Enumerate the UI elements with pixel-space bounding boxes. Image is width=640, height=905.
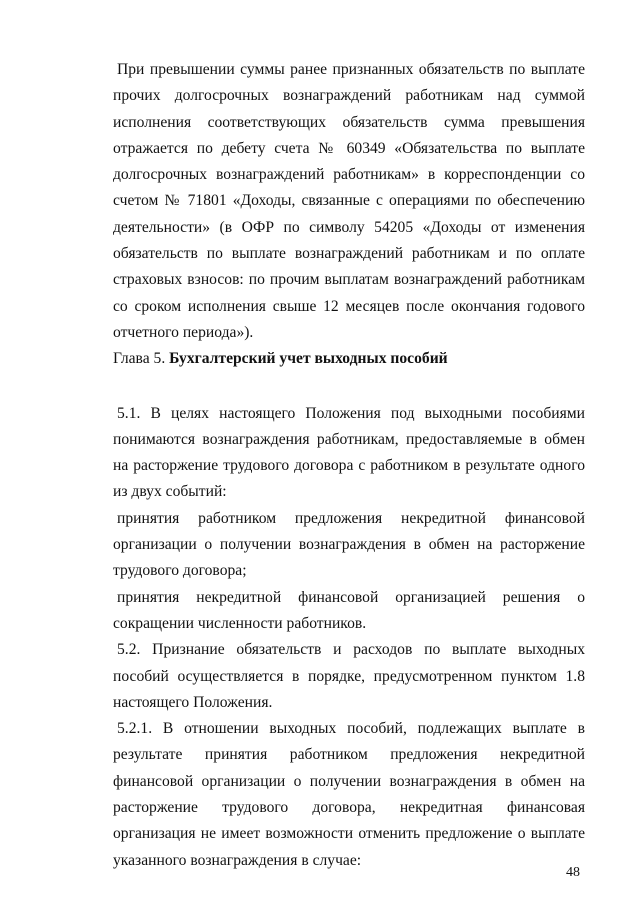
paragraph-event-2: принятия некредитной финансовой организацией решения о сокращении численности работников.	[113, 588, 585, 632]
paragraph-excess-obligations: При превышении суммы ранее признанных обязательств по выплате прочих долгосрочных вознаграждений работникам над суммой исполнения соответствующих обязательств сумма превышения отражается по дебету счета № 60349 «Обязательства по выплате долгосрочных вознаграждений работникам» в корреспонденции со счетом № 71801 «Доходы, связанные с операциями по обеспечению деятельности» (в ОФР по символу 54205 «Доходы от изменения обязательств по выплате вознаграждений работникам и по оплате страховых взносов: по прочим выплатам вознаграждений работникам со сроком исполнения свыше 12 месяцев после окончания годового отчетного периода»).	[113, 61, 585, 341]
chapter-title: Бухгалтерский учет выходных пособий	[169, 350, 448, 368]
page-number: 48	[566, 865, 580, 880]
document-page	[113, 57, 585, 874]
paragraph-5-1: 5.1. В целях настоящего Положения под выходными пособиями понимаются вознаграждения работникам, предоставляемые в обмен на расторжение трудового договора с работником в результате одного из двух событий:	[113, 404, 585, 501]
chapter-heading	[113, 346, 585, 372]
paragraph-5-2: 5.2. Признание обязательств и расходов по выплате выходных пособий осуществляется в порядке, предусмотренном пунктом 1.8 настоящего Положения.	[113, 641, 585, 711]
chapter-number: Глава 5.	[113, 350, 170, 368]
paragraph-event-1: принятия работником предложения некредитной финансовой организации о получении вознаграждения в обмен на расторжение трудового договора;	[113, 509, 585, 580]
paragraph-5-2-1: 5.2.1. В отношении выходных пособий, подлежащих выплате в результате принятия работником предложения некредитной финансовой организации о получении вознаграждения в обмен на расторжение трудового договора, некредитная финансовая организация не имеет возможности отменить предложение о выплате указанного вознаграждения в случае:	[113, 720, 585, 869]
